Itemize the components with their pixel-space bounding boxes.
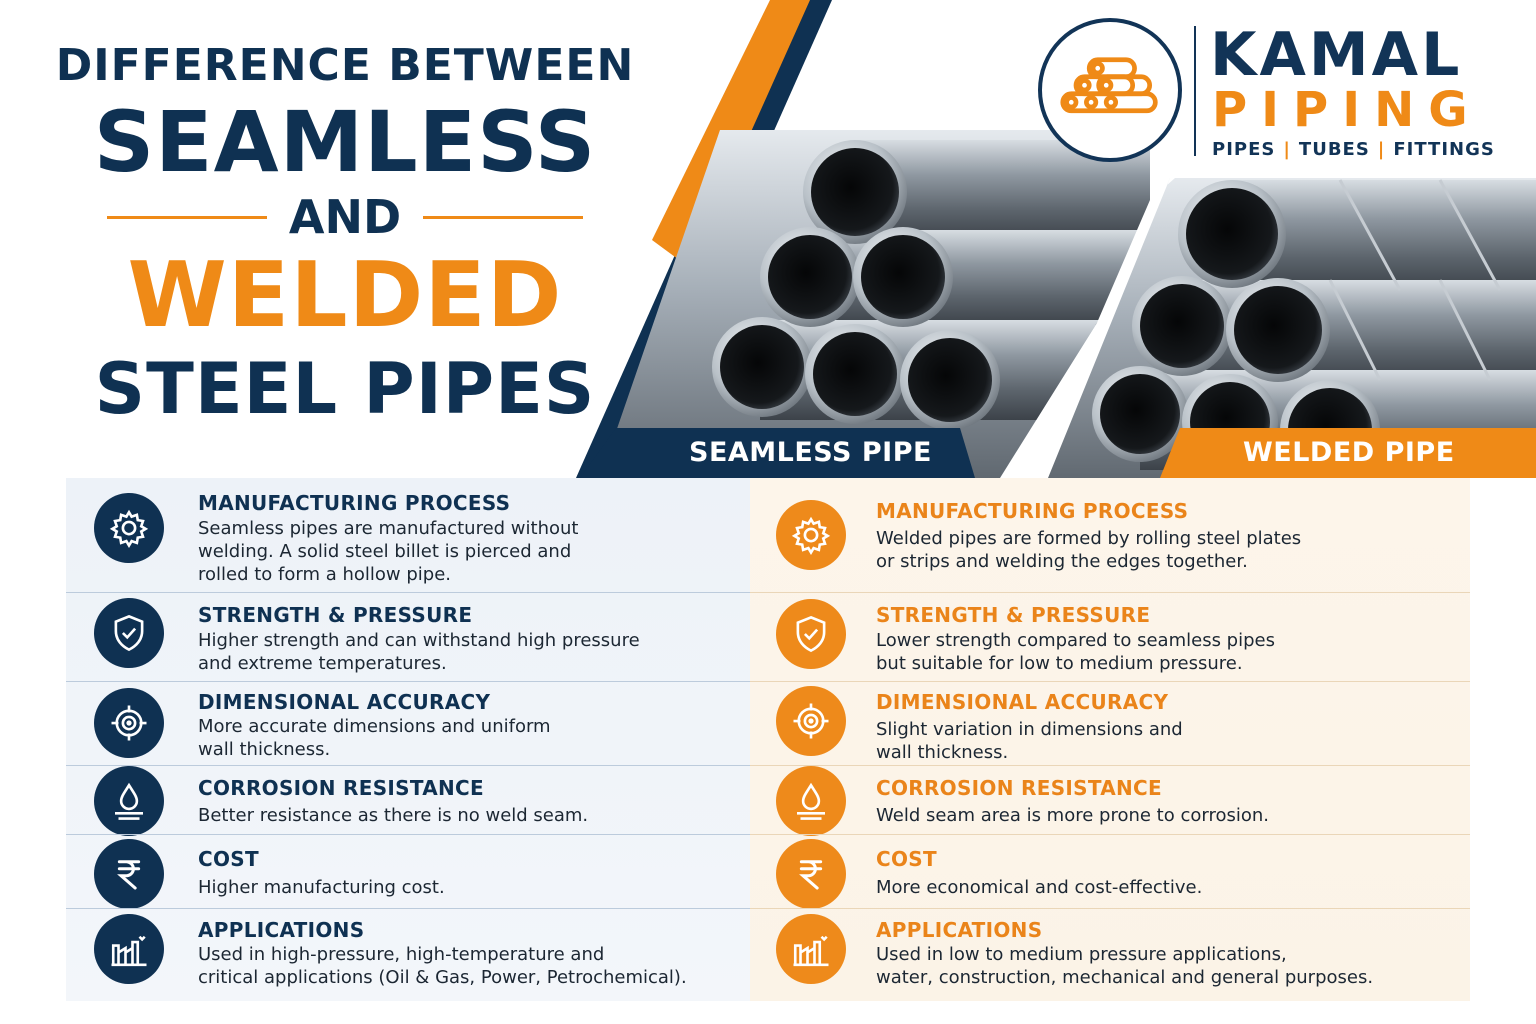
seamless-row-2-text: Higher strength and can withstand high pressure and extreme temperatures. [198, 630, 640, 674]
welded-row-3-text: Slight variation in dimensions and wall thickness. [876, 719, 1183, 763]
seamless-row-1-text: Seamless pipes are manufactured without welding. A solid steel billet is pierced and rolled to form a hollow pipe. [198, 518, 579, 585]
welded-pipe-label: WELDED PIPE [1243, 437, 1455, 468]
title-line-1: DIFFERENCE BETWEEN [55, 40, 635, 91]
seamless-row-3-title: DIMENSIONAL ACCURACY [198, 690, 491, 714]
welded-row-4-text: Weld seam area is more prone to corrosion. [876, 805, 1269, 826]
tagline-pipes: PIPES [1212, 139, 1276, 160]
title-line-3: AND [288, 190, 402, 244]
factory-icon [776, 914, 846, 984]
seamless-row-5-title: COST [198, 847, 259, 871]
brand-logo [1038, 18, 1182, 162]
shield-check-icon [94, 598, 164, 668]
seamless-pipe-label: SEAMLESS PIPE [689, 437, 932, 468]
title-line-5: STEEL PIPES [94, 348, 596, 430]
welded-row-6-text: Used in low to medium pressure applications, water, construction, mechanical and general purposes. [876, 944, 1374, 988]
row-divider [750, 592, 1470, 593]
welded-row-5-text: More economical and cost-effective. [876, 877, 1203, 898]
tagline-tubes: TUBES [1298, 139, 1370, 160]
brand-tagline [1212, 139, 1495, 160]
welded-row-2-text: Lower strength compared to seamless pipes but suitable for low to medium pressure. [876, 630, 1275, 674]
tagline-separator: | [1283, 139, 1291, 160]
brand-name-2: PIPING [1212, 82, 1482, 138]
row-divider [66, 681, 750, 682]
welded-row-1-title: MANUFACTURING PROCESS [876, 499, 1189, 523]
target-icon [94, 688, 164, 758]
brand-name-1: KAMAL [1210, 20, 1463, 90]
seamless-row-6-title: APPLICATIONS [198, 918, 365, 942]
title-divider-left [107, 216, 267, 219]
factory-icon [94, 914, 164, 984]
title-divider-right [423, 216, 583, 219]
seamless-row-4-text: Better resistance as there is no weld seam. [198, 805, 589, 826]
welded-row-5-title: COST [876, 847, 937, 871]
welded-row-2-title: STRENGTH & PRESSURE [876, 603, 1151, 627]
target-icon [776, 686, 846, 756]
droplet-icon [94, 766, 164, 836]
tagline-separator: | [1377, 139, 1386, 160]
row-divider [66, 592, 750, 593]
welded-row-6-title: APPLICATIONS [876, 918, 1043, 942]
welded-comparison-panel [750, 478, 1470, 1001]
title-and-row [40, 190, 650, 244]
seamless-row-1-title: MANUFACTURING PROCESS [198, 491, 511, 515]
rupee-icon [94, 839, 164, 909]
title-line-4: WELDED [127, 243, 563, 348]
seamless-comparison-panel [66, 478, 750, 1001]
seamless-row-6-text: Used in high-pressure, high-temperature and critical applications (Oil & Gas, Power, Petrochemical). [198, 944, 687, 988]
seamless-row-3-text: More accurate dimensions and uniform wall thickness. [198, 716, 551, 760]
row-divider [66, 834, 750, 835]
page-title [40, 38, 650, 430]
gear-icon [94, 493, 164, 563]
seamless-row-4-title: CORROSION RESISTANCE [198, 776, 484, 800]
row-divider [750, 834, 1470, 835]
tagline-fittings: FITTINGS [1393, 139, 1495, 160]
rupee-icon [776, 839, 846, 909]
seamless-row-5-text: Higher manufacturing cost. [198, 877, 445, 898]
row-divider [66, 908, 750, 909]
row-divider [750, 681, 1470, 682]
logo-divider [1194, 26, 1196, 156]
welded-row-3-title: DIMENSIONAL ACCURACY [876, 690, 1169, 714]
welded-row-4-title: CORROSION RESISTANCE [876, 776, 1162, 800]
droplet-icon [776, 766, 846, 836]
shield-check-icon [776, 599, 846, 669]
welded-row-1-text: Welded pipes are formed by rolling steel plates or strips and welding the edges together. [876, 528, 1302, 572]
gear-icon [776, 500, 846, 570]
row-divider [66, 765, 750, 766]
row-divider [750, 765, 1470, 766]
title-line-2: SEAMLESS [93, 93, 597, 191]
row-divider [750, 908, 1470, 909]
seamless-row-2-title: STRENGTH & PRESSURE [198, 603, 473, 627]
stacked-pipes-icon [1042, 22, 1178, 158]
